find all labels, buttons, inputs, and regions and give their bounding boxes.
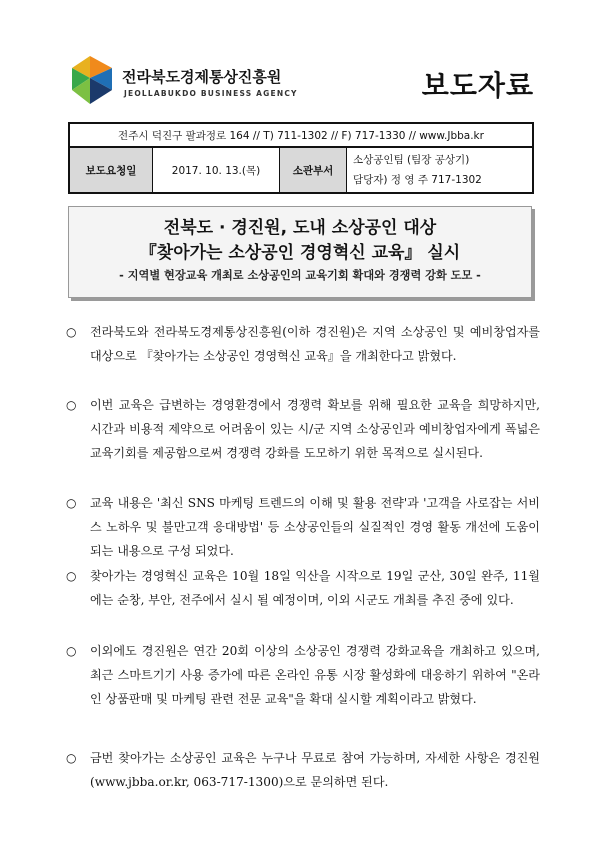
paragraph-text: 이외에도 경진원은 연간 20회 이상의 소상공인 경쟁력 강화교육을 개최하고 있으며, 최근 스마트기기 사용 증가에 따른 온라인 유통 시장 활성화에 대응하기 위하여 "온라인 상품판매 및 마케팅 관련 전문 교육"을 확대 실시할 계획이라고 밝혔다. (90, 644, 540, 706)
headline-subtitle: - 지역별 현장교육 개최로 소상공인의 교육기회 확대와 경쟁력 강화 도모 - (119, 269, 481, 282)
bullet-icon: ○ (66, 644, 77, 658)
paragraph (66, 746, 540, 794)
org-logo-icon (68, 54, 116, 106)
paragraph (66, 564, 540, 612)
bullet-icon: ○ (66, 751, 77, 765)
request-date-label: 보도요청일 (69, 147, 153, 193)
paragraph-text: 금번 찾아가는 소상공인 교육은 누구나 무료로 참여 가능하며, 자세한 사항은 경진원(www.jbba.or.kr, 063-717-1300)으로 문의하면 된다. (90, 751, 540, 789)
contact-row (69, 123, 533, 147)
department-contact: 담당자) 정 영 주 717-1302 (353, 174, 482, 186)
request-date: 2017. 10. 13.(목) (153, 147, 280, 193)
paragraph (66, 320, 540, 368)
paragraph-text: 이번 교육은 급변하는 경영환경에서 경쟁력 확보를 위해 필요한 교육을 희망하지만, 시간과 비용적 제약으로 어려움이 있는 시/군 지역 소상공인과 예비창업자에게 폭넓은 교육기회를 제공함으로써 경쟁력 강화를 도모하기 위한 목적으로 실시된다. (90, 398, 540, 460)
bullet-icon: ○ (66, 496, 77, 510)
paragraph-text: 찾아가는 경영혁신 교육은 10월 18일 익산을 시작으로 19일 군산, 30일 완주, 11월에는 순창, 부안, 전주에서 실시 될 예정이며, 이외 시군도 개최를 추진 중에 있다. (90, 569, 540, 607)
department-info (347, 147, 534, 193)
bullet-icon: ○ (66, 569, 77, 583)
org-name: 전라북도경제통상진흥원 (122, 68, 282, 86)
department-label: 소관부서 (280, 147, 347, 193)
header (68, 52, 534, 116)
contact-info-table (68, 122, 534, 194)
address-line: 전주시 덕진구 팔과정로 164 // T) 711-1302 // F) 717-1330 // www.Jbba.kr (69, 123, 533, 147)
request-row (69, 147, 533, 193)
headline-box (68, 206, 532, 298)
paragraph-text: 교육 내용은 '최신 SNS 마케팅 트렌드의 이해 및 활용 전략'과 '고객을 사로잡는 서비스 노하우 및 불만고객 응대방법' 등 소상공인들의 실질적인 경영 활동 개선에 도움이 되는 내용으로 구성 되었다. (90, 496, 540, 558)
department-team: 소상공인팀 (팀장 공상기) (353, 154, 470, 166)
bullet-icon: ○ (66, 325, 77, 339)
paragraph (66, 393, 540, 465)
paragraph-text: 전라북도와 전라북도경제통상진흥원(이하 경진원)은 지역 소상공인 및 예비창업자를 대상으로 『찾아가는 소상공인 경영혁신 교육』을 개최한다고 밝혔다. (90, 325, 540, 363)
headline-line-1: 전북도 · 경진원, 도내 소상공인 대상 (163, 218, 437, 238)
document-type-title: 보도자료 (421, 69, 534, 102)
org-name-english: JEOLLABUKDO BUSINESS AGENCY (124, 89, 298, 98)
paragraph (66, 491, 540, 563)
headline-line-2: 『찾아가는 소상공인 경영혁신 교육』 실시 (139, 243, 461, 263)
bullet-icon: ○ (66, 398, 77, 412)
paragraph (66, 639, 540, 711)
